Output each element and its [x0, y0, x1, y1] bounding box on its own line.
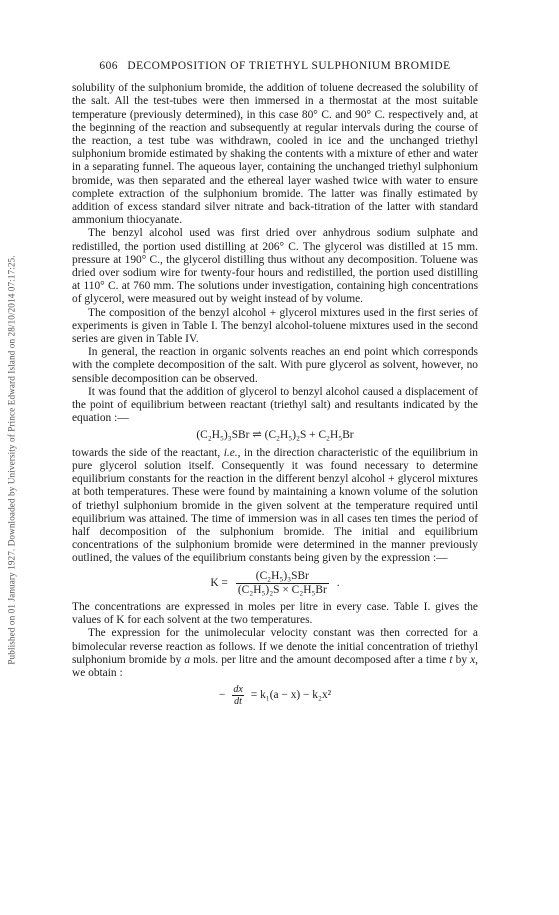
- var-t: t: [449, 653, 453, 666]
- var-a: a: [184, 653, 191, 666]
- dt-denominator: dt: [234, 696, 242, 708]
- paragraph-8-part-d: , we obtain :: [72, 653, 479, 679]
- paragraph-8-part-c: by: [452, 653, 471, 666]
- running-title: DECOMPOSITION OF TRIETHYL SULPHONIUM BROMIDE: [127, 60, 451, 72]
- k-fraction: [236, 570, 329, 597]
- paragraph-6-start: towards the side of the reactant,: [72, 446, 224, 459]
- download-watermark-text: Published on 01 January 1927. Downloaded by University of Prince Edward Island on 28/10/2014 07:17:25.: [7, 255, 18, 665]
- paragraph-8-part-a: The expression for the unimolecular velocity constant was then corrected for a bimolecular reverse reaction as follows. If we denote the initial concentration of triethyl sulphonium bromide by: [72, 627, 478, 666]
- download-watermark: [6, 60, 18, 860]
- paragraph-5: It was found that the addition of glycerol to benzyl alcohol caused a displacement of the point of equilibrium between reactant (triethyl salt) and resultants indicated by the equation :—: [72, 385, 478, 425]
- running-header: [72, 60, 478, 73]
- dx-numerator: dx: [233, 684, 243, 696]
- paragraph-4: In general, the reaction in organic solvents reaches an end point which corresponds with the complete decomposition of the salt. With pure glycerol as solvent, however, no sensible decomposition can be observed.: [72, 346, 478, 385]
- paragraph-8-part-b: mols. per litre and the amount decomposed after a time: [190, 653, 450, 666]
- rate-equation: [72, 684, 478, 707]
- paragraph-6-ie: i.e.: [223, 446, 238, 459]
- journal-page: [72, 60, 478, 711]
- page-number: 606: [99, 60, 118, 72]
- paragraph-2: The benzyl alcohol used was first dried over anhydrous sodium sulphate and redistilled, the portion used distilling at 206° C. The glycerol was distilled at 15 mm. pressure at 190° C., the glycerol distilling thus without any decomposition. Toluene was dried over sodium wire for twenty-four hours and redistilled, the portion used distilling at 110° C. at 760 mm. The solutions under investigation, containing high concentrations of glycerol, were measured out by weight instead of by volume.: [72, 227, 478, 306]
- k-equals: K =: [210, 576, 228, 589]
- k-period: .: [336, 576, 340, 589]
- dx-dt-fraction: [231, 684, 244, 707]
- paragraph-6-rest: , in the direction characteristic of the equilibrium in pure glycerol solution itself. Consequently it was found necessary to determine equilibrium constants for the reaction in the different benzyl alcohol + glycerol mixtures at both temperatures. These were found by maintaining a known volume of the solution of triethyl sulphonium bromide in the given solvent at the temperature required until equilibrium was attained. The time of immersion was in all cases ten times the period of half decomposition of the sulphonium bromide. The initial and equilibrium concentrations of the sulphonium bromide were determined in the manner previously outlined, the values of the equilibrium constants being given by the expression :—: [72, 446, 478, 565]
- rate-minus: −: [218, 689, 226, 702]
- k-numerator: (C₂H₅)₃SBr: [255, 569, 309, 582]
- equilibrium-equation: (C₂H₅)₃SBr ⇌ (C₂H₅)₂S + C₂H₅Br: [196, 429, 354, 442]
- paragraph-3: The composition of the benzyl alcohol + glycerol mixtures used in the first series of experiments is given in Table I. The benzyl alcohol-toluene mixtures used in the second series are given in Table IV.: [72, 306, 478, 346]
- paragraph-7: The concentrations are expressed in moles per litre in every case. Table I. gives the values of K for each solvent at the two temperatures.: [72, 600, 478, 627]
- paragraph-1: solubility of the sulphonium bromide, the addition of toluene decreased the solubility of the salt. All the test-tubes were then immersed in a thermostat at the most suitable temperature (previously determined), in this case 80° C. and 90° C. respectively and, at the beginning of the reaction and subsequently at regular intervals during the course of the reaction, a test tube was withdrawn, cooled in ice and the unchanged triethyl sulphonium bromide estimated by shaking the contents with a mixture of ether and water in a separating funnel. The aqueous layer, containing the unchanged triethyl sulphonium bromide, was then separated and the ethereal layer washed twice with water to ensure complete extraction of the sulphonium bromide. The latter was finally estimated by addition of excess standard silver nitrate and back-titration of the latter with standard ammonium thiocyanate.: [72, 82, 478, 227]
- paragraph-8: [72, 627, 478, 680]
- rate-rhs: = k₁(a − x) − k₂x²: [250, 689, 332, 702]
- k-denominator: (C₂H₅)₂S × C₂H₅Br: [237, 583, 327, 596]
- equilibrium-constant-equation: [72, 570, 478, 597]
- paragraph-6: [72, 447, 478, 566]
- var-x: x: [470, 653, 476, 666]
